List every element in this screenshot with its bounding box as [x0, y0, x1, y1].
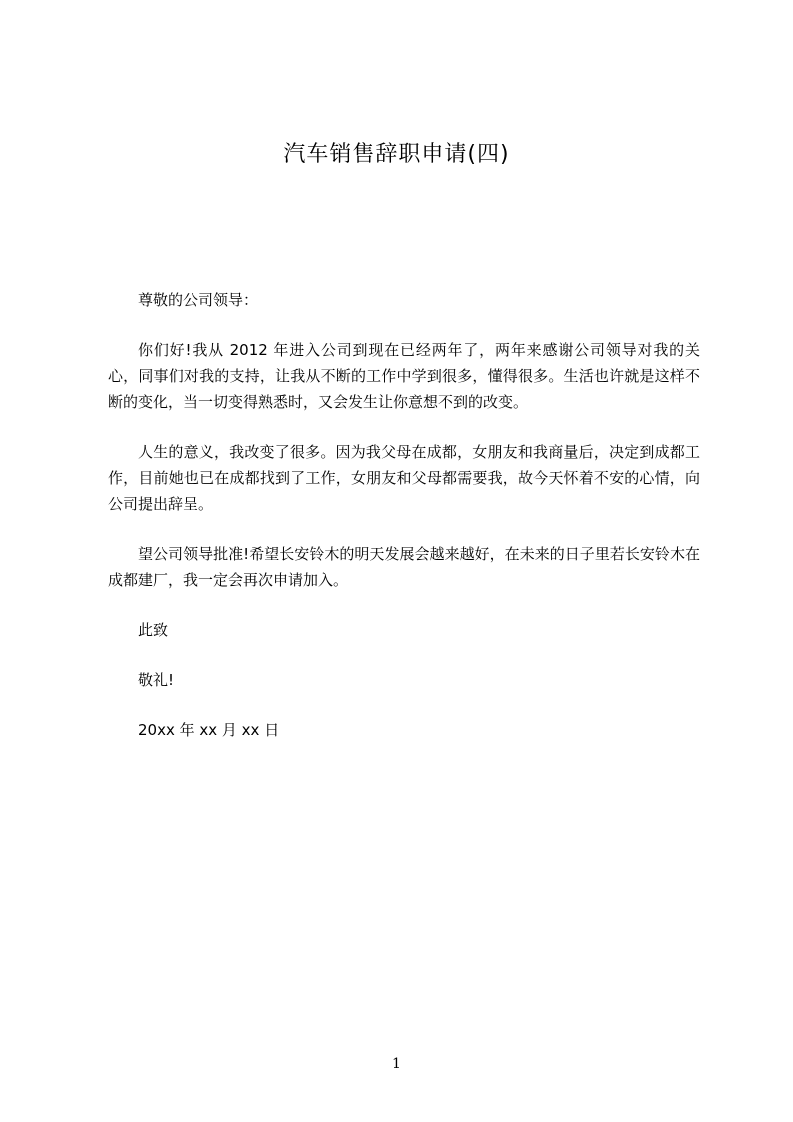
salutation: 尊敬的公司领导： [138, 291, 259, 309]
letter-body [108, 287, 700, 767]
closing-jing-li: 敬礼! [138, 671, 175, 689]
letter-date: 20xx 年 xx 月 xx 日 [138, 721, 280, 739]
paragraph-3: 望公司领导批准!希望长安铃木的明天发展会越来越好，在未来的日子里若长安铃木在成都建厂，我一定会再次申请加入。 [108, 545, 700, 589]
closing-ci-zhi: 此致 [138, 621, 169, 639]
page-number: 1 [392, 1056, 401, 1072]
paragraph-1: 你们好!我从 2012 年进入公司到现在已经两年了，两年来感谢公司领导对我的关心，同事们对我的支持，让我从不断的工作中学到很多，懂得很多。生活也许就是这样不断的变化，当一切变得熟悉时，又会发生让你意想不到的改变。 [108, 341, 700, 411]
paragraph-2: 人生的意义，我改变了很多。因为我父母在成都，女朋友和我商量后，决定到成都工作，目前她也已在成都找到了工作，女朋友和父母都需要我，故今天怀着不安的心情，向公司提出辞呈。 [108, 443, 700, 513]
document-title: 汽车销售辞职申请(四) [283, 142, 510, 167]
